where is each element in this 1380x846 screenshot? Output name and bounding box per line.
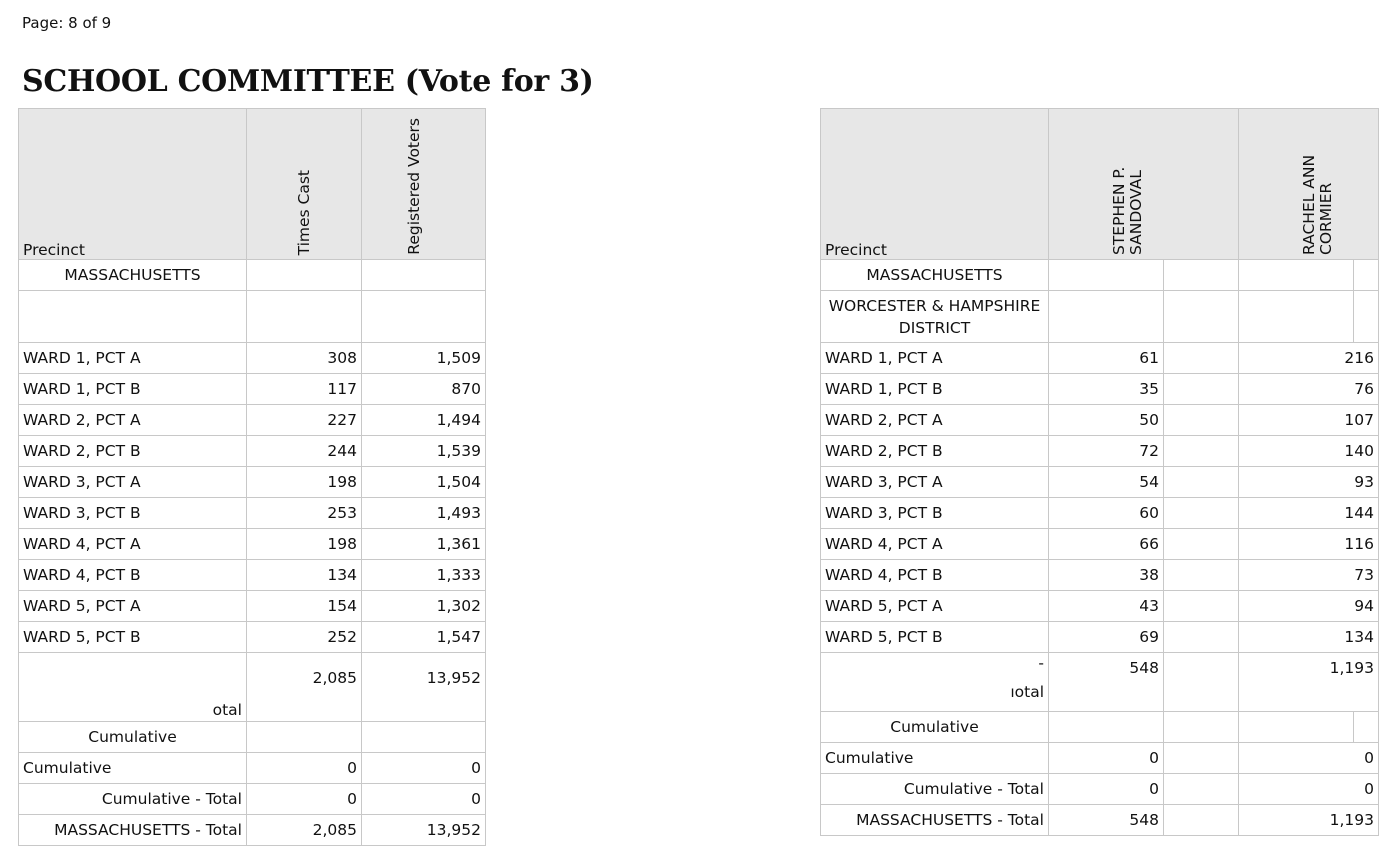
cumulative-heading: Cumulative xyxy=(19,722,247,753)
table-row: WARD 2, PCT B 72 140 xyxy=(821,436,1379,467)
district-heading: WORCESTER & HAMPSHIRE DISTRICT xyxy=(821,291,1049,343)
cumulative-heading: Cumulative xyxy=(821,712,1049,743)
section-heading: MASSACHUSETTS xyxy=(19,260,247,291)
table-row: WARD 4, PCT B 134 1,333 xyxy=(19,560,486,591)
candidate-results-table xyxy=(820,108,1379,836)
table-row: WARD 1, PCT A 308 1,509 xyxy=(19,343,486,374)
table-row: WARD 3, PCT A 54 93 xyxy=(821,467,1379,498)
table-row: WARD 2, PCT B 244 1,539 xyxy=(19,436,486,467)
table-row: WARD 4, PCT A 198 1,361 xyxy=(19,529,486,560)
table-row: WARD 2, PCT A 50 107 xyxy=(821,405,1379,436)
table-row: WARD 3, PCT A 198 1,504 xyxy=(19,467,486,498)
table-row: WARD 4, PCT B 38 73 xyxy=(821,560,1379,591)
table-row: WARD 5, PCT A 154 1,302 xyxy=(19,591,486,622)
table-row: Cumulative 0 0 xyxy=(19,753,486,784)
table-row: WARD 1, PCT A 61 216 xyxy=(821,343,1379,374)
registered-voters-header: Registered Voters xyxy=(362,109,486,260)
page-title: SCHOOL COMMITTEE (Vote for 3) xyxy=(22,64,594,99)
section-heading: MASSACHUSETTS xyxy=(821,260,1049,291)
times-cast-header: Times Cast xyxy=(247,109,362,260)
turnout-table xyxy=(18,108,486,846)
subtotal-row: otal 2,085 13,952 xyxy=(19,653,486,722)
precinct-header: Precinct xyxy=(19,109,247,260)
candidate-cormier-header: RACHEL ANN CORMIER xyxy=(1239,109,1379,260)
table-row: WARD 5, PCT A 43 94 xyxy=(821,591,1379,622)
candidate-sandoval-header: STEPHEN P. SANDOVAL xyxy=(1049,109,1239,260)
grand-total-row: MASSACHUSETTS - Total 2,085 13,952 xyxy=(19,815,486,846)
table-row: WARD 1, PCT B 117 870 xyxy=(19,374,486,405)
table-row: WARD 2, PCT A 227 1,494 xyxy=(19,405,486,436)
table-row: Cumulative 0 0 xyxy=(821,743,1379,774)
table-row: WARD 1, PCT B 35 76 xyxy=(821,374,1379,405)
district-heading xyxy=(19,291,247,343)
table-row: WARD 5, PCT B 252 1,547 xyxy=(19,622,486,653)
table-row: WARD 3, PCT B 60 144 xyxy=(821,498,1379,529)
grand-total-row: MASSACHUSETTS - Total 548 1,193 xyxy=(821,805,1379,836)
precinct-header: Precinct xyxy=(821,109,1049,260)
cumulative-total-row: Cumulative - Total 0 0 xyxy=(821,774,1379,805)
subtotal-row: - ıotal 548 1,193 xyxy=(821,653,1379,712)
page-number: Page: 8 of 9 xyxy=(22,14,112,32)
table-row: WARD 3, PCT B 253 1,493 xyxy=(19,498,486,529)
table-row: WARD 5, PCT B 69 134 xyxy=(821,622,1379,653)
table-row: WARD 4, PCT A 66 116 xyxy=(821,529,1379,560)
cumulative-total-row: Cumulative - Total 0 0 xyxy=(19,784,486,815)
